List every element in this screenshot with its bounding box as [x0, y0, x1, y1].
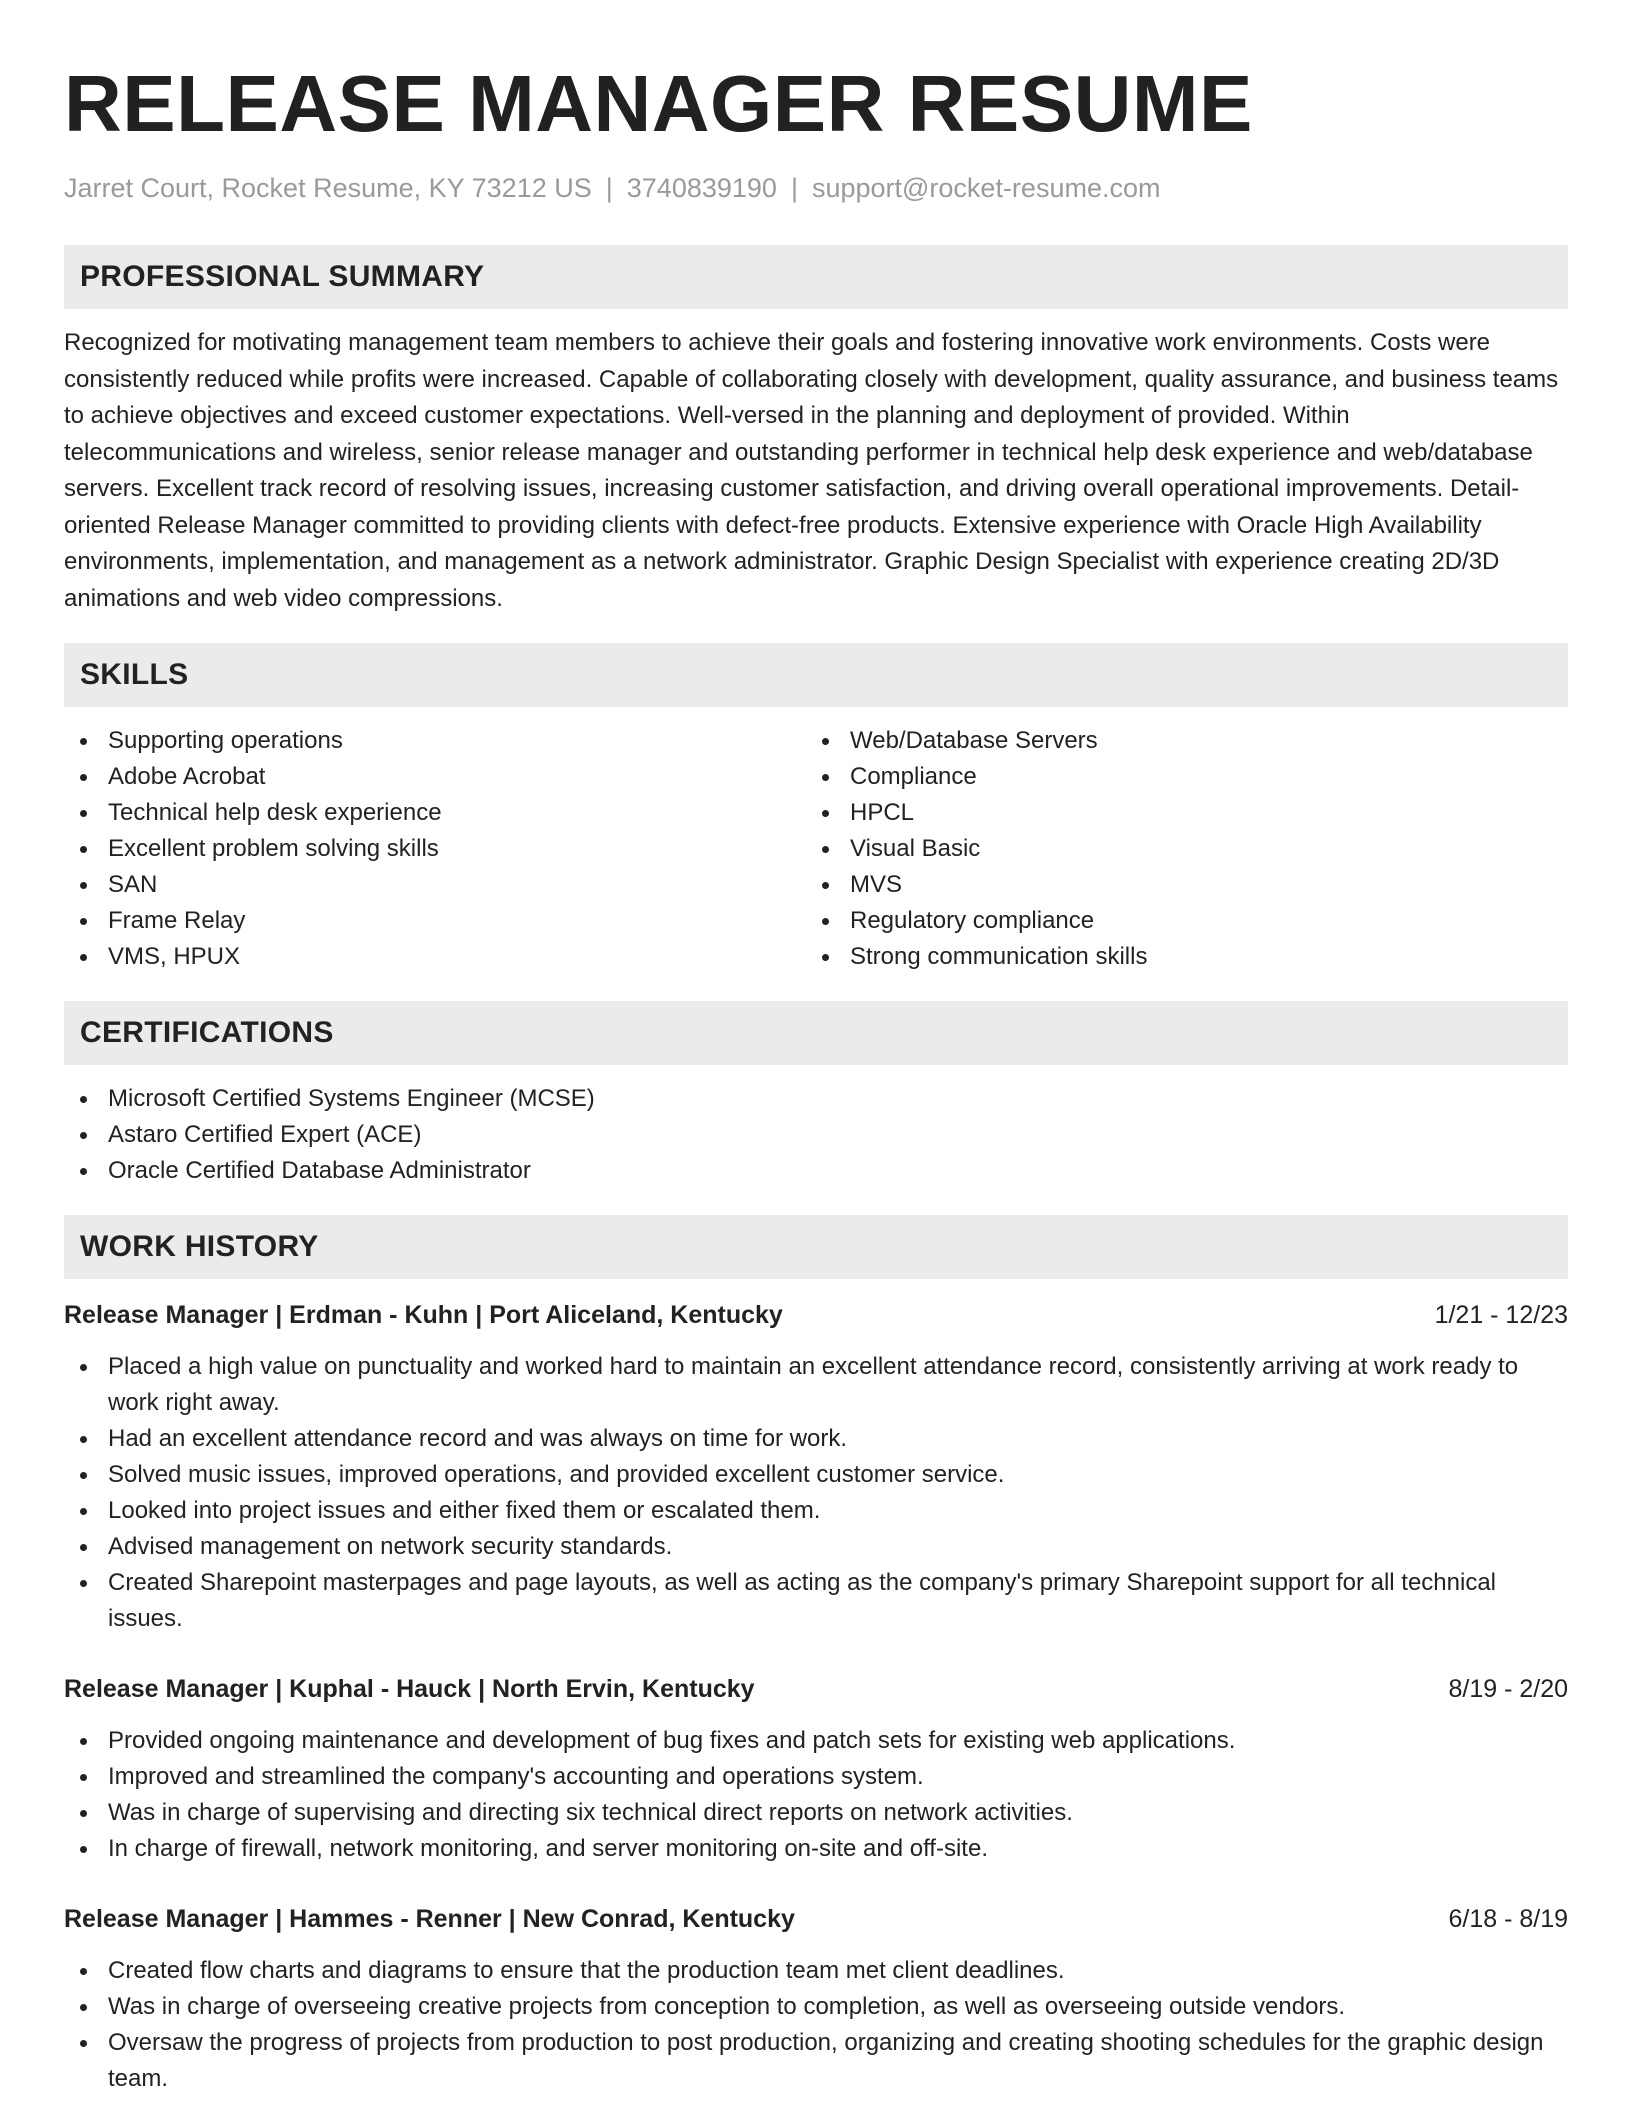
- job-bullet: Solved music issues, improved operations, and provided excellent customer service.: [64, 1457, 1568, 1493]
- section-header-work-history: WORK HISTORY: [64, 1215, 1568, 1279]
- job-bullet: Improved and streamlined the company's accounting and operations system.: [64, 1759, 1568, 1795]
- skill-item: Regulatory compliance: [806, 903, 1548, 939]
- certification-item: Oracle Certified Database Administrator: [64, 1153, 1568, 1189]
- resume-page: [64, 0, 1568, 2097]
- contact-email[interactable]: support@rocket-resume.com: [811, 173, 1161, 203]
- job-bullet: Was in charge of overseeing creative projects from conception to completion, as well as overseeing outside vendors.: [64, 1989, 1568, 2025]
- job-title: Release Manager | Erdman - Kuhn | Port Aliceland, Kentucky: [64, 1301, 783, 1329]
- certification-item: Microsoft Certified Systems Engineer (MCSE): [64, 1081, 1568, 1117]
- resume-title: RELEASE MANAGER RESUME: [64, 59, 1253, 148]
- contact-separator: |: [790, 173, 798, 203]
- skill-item: Strong communication skills: [806, 939, 1548, 975]
- job-dates: 1/21 - 12/23: [1434, 1301, 1568, 1329]
- job-entry: [64, 1297, 1568, 1637]
- certification-item: Astaro Certified Expert (ACE): [64, 1117, 1568, 1153]
- job-header: [64, 1297, 1568, 1333]
- job-bullets: [64, 1349, 1568, 1637]
- job-title: Release Manager | Hammes - Renner | New Conrad, Kentucky: [64, 1905, 795, 1933]
- section-header-summary: PROFESSIONAL SUMMARY: [64, 245, 1568, 309]
- job-bullet: Provided ongoing maintenance and development of bug fixes and patch sets for existing web applications.: [64, 1723, 1568, 1759]
- skill-item: Excellent problem solving skills: [64, 831, 806, 867]
- skill-item: HPCL: [806, 795, 1548, 831]
- skills-column-left: [64, 723, 806, 975]
- skill-item: MVS: [806, 867, 1548, 903]
- skill-item: Supporting operations: [64, 723, 806, 759]
- job-bullet: Looked into project issues and either fixed them or escalated them.: [64, 1493, 1568, 1529]
- skill-item: SAN: [64, 867, 806, 903]
- job-bullet: Oversaw the progress of projects from production to post production, organizing and creating shooting schedules for the graphic design team.: [64, 2025, 1568, 2097]
- section-header-skills: SKILLS: [64, 643, 1568, 707]
- job-entry: [64, 1671, 1568, 1867]
- job-bullet: Created flow charts and diagrams to ensure that the production team met client deadlines.: [64, 1953, 1568, 1989]
- job-header: [64, 1901, 1568, 1937]
- section-header-certifications: CERTIFICATIONS: [64, 1001, 1568, 1065]
- skill-item: Compliance: [806, 759, 1548, 795]
- job-bullet: In charge of firewall, network monitoring, and server monitoring on-site and off-site.: [64, 1831, 1568, 1867]
- skill-item: Frame Relay: [64, 903, 806, 939]
- skills-list: [64, 723, 1568, 975]
- contact-address: Jarret Court, Rocket Resume, KY 73212 US: [64, 173, 592, 203]
- job-bullet: Advised management on network security standards.: [64, 1529, 1568, 1565]
- job-bullet: Had an excellent attendance record and was always on time for work.: [64, 1421, 1568, 1457]
- skill-item: Visual Basic: [806, 831, 1548, 867]
- skills-column-right: [806, 723, 1548, 975]
- job-bullets: [64, 1953, 1568, 2097]
- job-entry: [64, 1901, 1568, 2097]
- job-bullet: Created Sharepoint masterpages and page layouts, as well as acting as the company's primary Sharepoint support for all technical issues.: [64, 1565, 1568, 1637]
- skill-item: VMS, HPUX: [64, 939, 806, 975]
- job-dates: 8/19 - 2/20: [1448, 1675, 1568, 1703]
- contact-line: [64, 172, 1568, 204]
- summary-text: Recognized for motivating management team members to achieve their goals and fostering innovative work environments. Costs were consistently reduced while profits were increased. Capable of collaborating closely with development, quality assurance, and business teams to achieve objectives and exceed customer expectations. Well-versed in the planning and deployment of provided. Within telecommunications and wireless, senior release manager and outstanding performer in technical help desk experience and web/database servers. Excellent track record of resolving issues, increasing customer satisfaction, and driving overall operational improvements. Detail-oriented Release Manager committed to providing clients with defect-free products. Extensive experience with Oracle High Availability environments, implementation, and management as a network administrator. Graphic Design Specialist with experience creating 2D/3D animations and web video compressions.: [64, 329, 1559, 612]
- job-dates: 6/18 - 8/19: [1448, 1905, 1568, 1933]
- contact-phone: 3740839190: [626, 173, 777, 203]
- job-title: Release Manager | Kuphal - Hauck | North Ervin, Kentucky: [64, 1675, 755, 1703]
- skill-item: Web/Database Servers: [806, 723, 1548, 759]
- job-bullets: [64, 1723, 1568, 1867]
- job-bullet: Was in charge of supervising and directing six technical direct reports on network activities.: [64, 1795, 1568, 1831]
- contact-separator: |: [605, 173, 613, 203]
- skill-item: Technical help desk experience: [64, 795, 806, 831]
- job-header: [64, 1671, 1568, 1707]
- job-bullet: Placed a high value on punctuality and worked hard to maintain an excellent attendance record, consistently arriving at work ready to work right away.: [64, 1349, 1568, 1421]
- certifications-list: [64, 1081, 1568, 1189]
- skill-item: Adobe Acrobat: [64, 759, 806, 795]
